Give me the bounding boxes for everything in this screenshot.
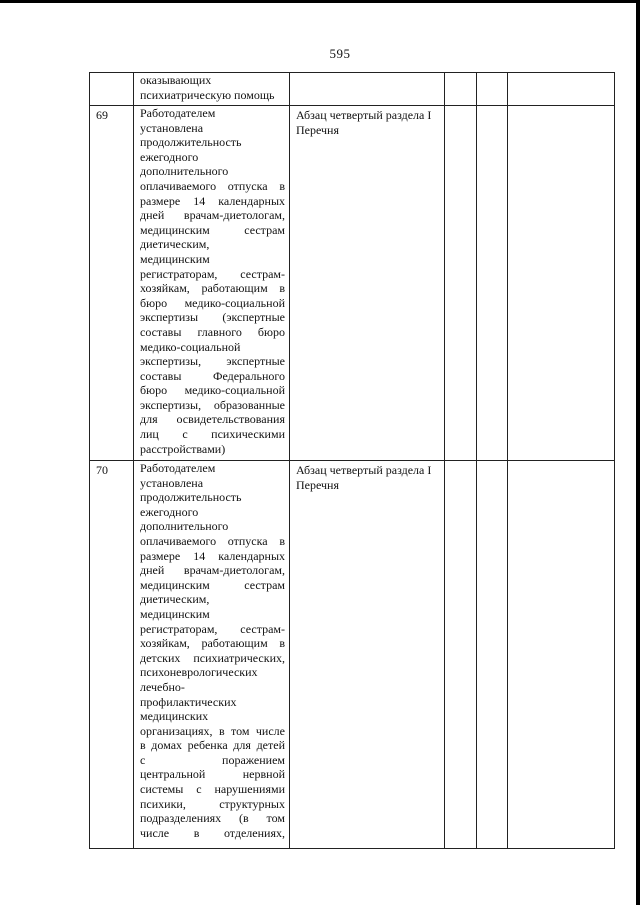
description-line: профилактических <box>140 694 237 709</box>
description-line: Работодателем <box>140 461 216 475</box>
description-line: оказывающих <box>140 73 212 87</box>
description-line: диетическим, <box>140 592 210 607</box>
table-row <box>90 461 615 849</box>
description-line: подразделениях (в том <box>140 811 285 826</box>
description-line: экспертизы (экспертные <box>140 310 285 325</box>
empty-cell <box>445 73 477 106</box>
description-line: регистраторам, сестрам- <box>140 266 285 281</box>
description-line: с поражением <box>140 752 285 767</box>
page-number: 595 <box>329 46 351 61</box>
row-basis-cell <box>290 461 445 849</box>
description-line: ежегодного <box>140 149 199 164</box>
description-line: психиатрическую помощь <box>140 87 275 102</box>
description-line: Работодателем <box>140 106 216 120</box>
description-line: расстройствами) <box>140 441 226 456</box>
document-table <box>89 72 615 849</box>
description-line: дней врачам-диетологам, <box>140 563 285 578</box>
basis-line: Перечня <box>296 477 339 492</box>
basis-line: Перечня <box>296 122 339 137</box>
description-line: хозяйкам, работающим в <box>140 636 285 651</box>
description-line: хозяйкам, работающим в <box>140 281 285 296</box>
empty-cell <box>445 106 477 461</box>
empty-cell <box>477 106 508 461</box>
description-line: размере 14 календарных <box>140 193 285 208</box>
description-line: составы главного бюро <box>140 324 285 339</box>
empty-cell <box>508 461 615 849</box>
description-line: медико-социальной <box>140 339 241 354</box>
description-line: бюро медико-социальной <box>140 383 285 398</box>
description-line: центральной нервной <box>140 767 285 782</box>
description-line: установлена <box>140 475 204 490</box>
description-line: организациях, в том числе <box>140 723 285 738</box>
row-number-cell <box>90 73 134 106</box>
description-line: экспертизы, экспертные <box>140 354 285 369</box>
table-row-continuation <box>90 73 615 106</box>
empty-cell <box>508 106 615 461</box>
description-line: в домах ребенка для детей <box>140 738 285 753</box>
description-line: бюро медико-социальной <box>140 295 285 310</box>
empty-cell <box>477 461 508 849</box>
row-number-cell: 69 <box>90 106 134 461</box>
empty-cell <box>477 73 508 106</box>
description-line: дополнительного <box>140 519 229 534</box>
row-number-cell: 70 <box>90 461 134 849</box>
basis-line: Абзац четвертый раздела I <box>296 463 432 477</box>
description-line: экспертизы, образованные <box>140 397 285 412</box>
description-line: оплачиваемого отпуска в <box>140 533 285 548</box>
description-line: диетическим, <box>140 237 210 252</box>
description-line: медицинским сестрам <box>140 222 285 237</box>
table-row <box>90 106 615 461</box>
description-line: детских психиатрических, <box>140 650 285 665</box>
page-top-edge <box>0 0 640 3</box>
page-right-edge <box>636 0 640 905</box>
description-line: оплачиваемого отпуска в <box>140 178 285 193</box>
basis-line: Абзац четвертый раздела I <box>296 108 432 122</box>
row-description-cell <box>134 73 290 106</box>
description-line: дополнительного <box>140 164 229 179</box>
description-line: лечебно- <box>140 679 185 694</box>
description-line: для освидетельствования <box>140 412 285 427</box>
description-line: системы с нарушениями <box>140 782 285 797</box>
description-line: размере 14 календарных <box>140 548 285 563</box>
description-line: медицинским <box>140 606 210 621</box>
description-line: ежегодного <box>140 504 199 519</box>
description-line: регистраторам, сестрам- <box>140 621 285 636</box>
description-line: психики, структурных <box>140 796 285 811</box>
description-line: лиц с психическими <box>140 427 285 442</box>
row-basis-cell <box>290 73 445 106</box>
description-line: дней врачам-диетологам, <box>140 208 285 223</box>
description-line: продолжительность <box>140 490 242 505</box>
row-basis-cell <box>290 106 445 461</box>
empty-cell <box>445 461 477 849</box>
empty-cell <box>508 73 615 106</box>
description-line: числе в отделениях, <box>140 825 285 840</box>
description-line: медицинским <box>140 251 210 266</box>
description-line: составы Федерального <box>140 368 285 383</box>
row-description-cell <box>134 106 290 461</box>
description-line: продолжительность <box>140 135 242 150</box>
description-line: психоневрологических <box>140 665 258 680</box>
description-line: медицинским сестрам <box>140 577 285 592</box>
description-line: установлена <box>140 120 204 135</box>
description-line: медицинских <box>140 709 209 724</box>
row-description-cell <box>134 461 290 849</box>
